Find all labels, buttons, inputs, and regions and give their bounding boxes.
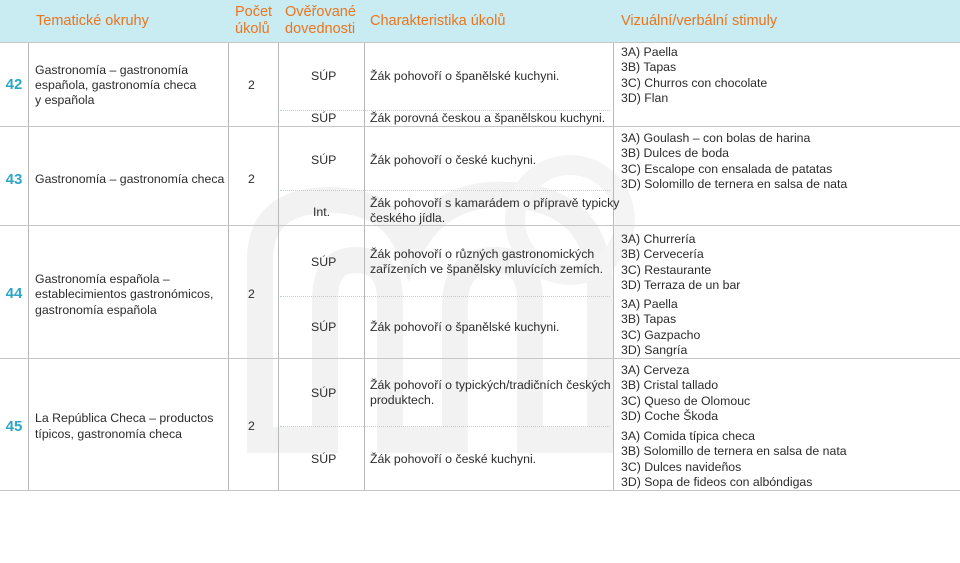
task-description: Žák porovná českou a španělskou kuchyni. bbox=[370, 111, 606, 125]
topic-line: española, gastronomía checa bbox=[35, 78, 197, 92]
task-skill: Int. bbox=[313, 205, 331, 219]
topic-line: Gastronomía – gastronomía checa bbox=[35, 172, 225, 186]
stimulus-item: 3D) Flan bbox=[621, 91, 669, 105]
task-description: Žák pohovoří o španělské kuchyni. bbox=[370, 69, 560, 83]
stimulus-item: 3D) Coche Škoda bbox=[621, 409, 719, 423]
task-description: Žák pohovoří s kamarádem o přípravě typicky bbox=[370, 196, 620, 210]
task-count: 2 bbox=[248, 287, 255, 301]
topic-line: típicos, gastronomía checa bbox=[35, 427, 182, 441]
task-skill: SÚP bbox=[311, 320, 337, 334]
header-skills-2: dovednosti bbox=[285, 21, 356, 37]
task-skill: SÚP bbox=[311, 69, 337, 83]
stimulus-item: 3A) Paella bbox=[621, 45, 678, 59]
stimulus-item: 3B) Cervecería bbox=[621, 247, 704, 261]
task-count: 2 bbox=[248, 78, 255, 92]
stimulus-item: 3C) Dulces navideños bbox=[621, 460, 742, 474]
header-topics: Tematické okruhy bbox=[36, 13, 149, 29]
header-stimuli: Vizuální/verbální stimuly bbox=[621, 13, 778, 29]
stimulus-item: 3A) Cerveza bbox=[621, 363, 690, 377]
stimulus-item: 3B) Tapas bbox=[621, 60, 677, 74]
stimulus-item: 3A) Comida típica checa bbox=[621, 429, 755, 443]
task-description: zařízeních ve španělsky mluvících zemích. bbox=[370, 262, 604, 276]
stimulus-item: 3A) Goulash – con bolas de harina bbox=[621, 131, 811, 145]
stimulus-item: 3C) Queso de Olomouc bbox=[621, 394, 751, 408]
task-skill: SÚP bbox=[311, 386, 337, 400]
stimulus-item: 3B) Tapas bbox=[621, 312, 677, 326]
stimulus-item: 3D) Sopa de fideos con albóndigas bbox=[621, 475, 813, 489]
row-number: 45 bbox=[5, 418, 23, 435]
stimulus-item: 3B) Solomillo de ternera en salsa de nata bbox=[621, 444, 847, 458]
stimulus-item: 3B) Dulces de boda bbox=[621, 146, 730, 160]
stimulus-item: 3C) Gazpacho bbox=[621, 328, 701, 342]
stimulus-item: 3D) Terraza de un bar bbox=[621, 278, 741, 292]
header-characteristics: Charakteristika úkolů bbox=[370, 13, 506, 29]
task-description: českého jídla. bbox=[370, 211, 446, 225]
topic-line: establecimientos gastronómicos, bbox=[35, 287, 214, 301]
stimulus-item: 3C) Escalope con ensalada de patatas bbox=[621, 162, 833, 176]
stimulus-item: 3A) Paella bbox=[621, 297, 678, 311]
table-header bbox=[0, 0, 960, 42]
topic-line: gastronomía española bbox=[35, 303, 157, 317]
header-skills-1: Ověřované bbox=[285, 4, 356, 20]
task-description: produktech. bbox=[370, 393, 435, 407]
stimulus-item: 3C) Restaurante bbox=[621, 263, 712, 277]
task-skill: SÚP bbox=[311, 111, 337, 125]
task-description: Žák pohovoří o různých gastronomických bbox=[370, 247, 595, 261]
stimulus-item: 3C) Churros con chocolate bbox=[621, 76, 768, 90]
row-number: 42 bbox=[5, 76, 23, 93]
task-count: 2 bbox=[248, 419, 255, 433]
row-number: 44 bbox=[5, 285, 23, 302]
task-skill: SÚP bbox=[311, 153, 337, 167]
topic-line: La República Checa – productos bbox=[35, 411, 214, 425]
stimulus-item: 3D) Sangría bbox=[621, 343, 688, 357]
task-skill: SÚP bbox=[311, 452, 337, 466]
topic-line: Gastronomía española – bbox=[35, 272, 170, 286]
task-description: Žák pohovoří o české kuchyni. bbox=[370, 153, 537, 167]
task-description: Žák pohovoří o české kuchyni. bbox=[370, 452, 537, 466]
row-number: 43 bbox=[5, 171, 23, 188]
watermark-logo bbox=[240, 140, 660, 460]
topic-line: Gastronomía – gastronomía bbox=[35, 63, 189, 77]
task-skill: SÚP bbox=[311, 255, 337, 269]
header-count-1: Počet bbox=[235, 4, 273, 20]
stimulus-item: 3A) Churrería bbox=[621, 232, 696, 246]
stimulus-item: 3B) Cristal tallado bbox=[621, 378, 719, 392]
topic-line: y española bbox=[35, 93, 95, 107]
header-count-2: úkolů bbox=[235, 21, 270, 37]
task-count: 2 bbox=[248, 172, 255, 186]
task-description: Žák pohovoří o španělské kuchyni. bbox=[370, 320, 560, 334]
task-description: Žák pohovoří o typických/tradičních českých bbox=[370, 378, 611, 392]
stimulus-item: 3D) Solomillo de ternera en salsa de nata bbox=[621, 177, 848, 191]
